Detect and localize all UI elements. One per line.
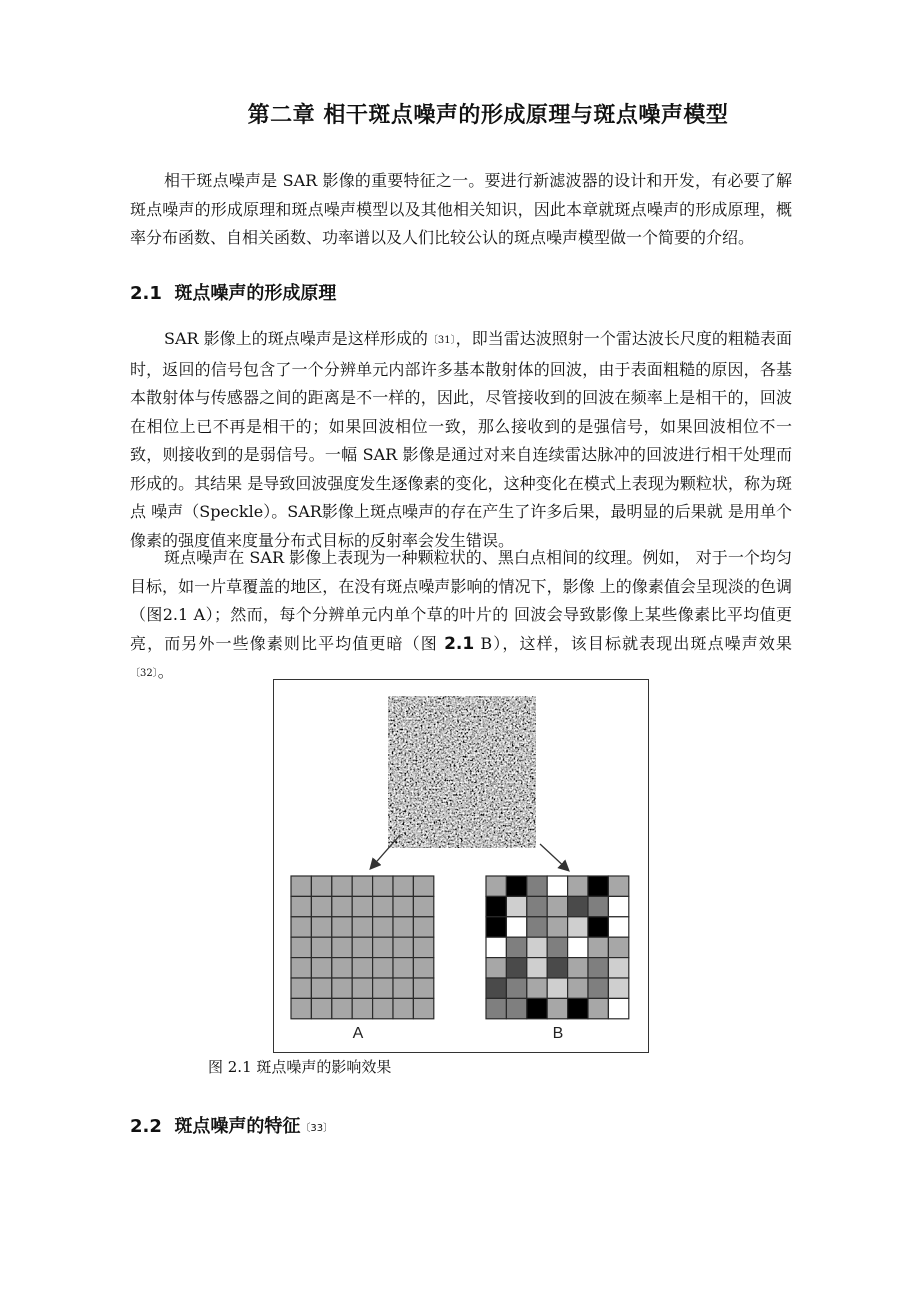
para1-text: SAR 影像上的斑点噪声是这样形成的 — [164, 329, 428, 348]
grid-b-cell — [588, 876, 608, 896]
grid-a-cell — [393, 958, 413, 978]
grid-b-cell — [608, 876, 628, 896]
speckled-grid-b — [486, 876, 629, 1019]
grid-a-cell — [413, 896, 433, 916]
grid-a-cell — [393, 917, 413, 937]
grid-a-cell — [352, 978, 372, 998]
grid-a-cell — [373, 917, 393, 937]
grid-b-cell — [486, 998, 506, 1018]
grid-b-cell — [527, 876, 547, 896]
label-a: A — [352, 1025, 364, 1042]
citation-31: 〔31〕 — [427, 335, 456, 346]
grid-a-cell — [393, 978, 413, 998]
grid-a-cell — [373, 998, 393, 1018]
label-b: B — [552, 1025, 564, 1042]
section-number: 2.2 — [130, 1116, 162, 1137]
grid-a-cell — [373, 958, 393, 978]
grid-a-cell — [352, 958, 372, 978]
grid-a-cell — [291, 958, 311, 978]
grid-b-cell — [608, 958, 628, 978]
grid-b-cell — [527, 896, 547, 916]
speckle-image — [388, 696, 536, 848]
grid-a-cell — [332, 896, 352, 916]
grid-a-cell — [393, 998, 413, 1018]
grid-a-cell — [393, 896, 413, 916]
grid-b-cell — [588, 978, 608, 998]
grid-b-cell — [588, 937, 608, 957]
grid-a-cell — [413, 958, 433, 978]
grid-b-cell — [506, 958, 526, 978]
arrow-left-icon — [371, 835, 400, 868]
grid-b-cell — [547, 998, 567, 1018]
para2-text: 斑点噪声在 SAR 影像上表现为一种颗粒状的、黑白点相间的纹理。例如， 对于一个均匀目标，如一片草覆盖的地区，在没有斑点噪声影响的情况下，影像 上的像素值会呈现淡的色调（图2.1 A）；然而，每个分辨单元内单个草的叶片的 回波会导致影像上某些像素比平均值更亮，而另外一些像素则比平均值更暗（图 — [130, 548, 792, 653]
grid-b-cell — [588, 896, 608, 916]
grid-a-cell — [352, 896, 372, 916]
grid-b-cell — [568, 937, 588, 957]
grid-a-cell — [311, 896, 331, 916]
section-number: 2.1 — [130, 283, 162, 304]
grid-b-cell — [486, 917, 506, 937]
section-heading-2-1 — [130, 279, 336, 305]
grid-b-cell — [506, 978, 526, 998]
grid-b-cell — [547, 876, 567, 896]
grid-a-cell — [352, 937, 372, 957]
grid-a-cell — [413, 876, 433, 896]
grid-b-cell — [506, 937, 526, 957]
grid-a-cell — [373, 978, 393, 998]
grid-a-cell — [291, 876, 311, 896]
grid-a-cell — [352, 917, 372, 937]
figure-svg — [274, 680, 647, 1051]
grid-a-cell — [311, 876, 331, 896]
chapter-title: 第二章 相干斑点噪声的形成原理与斑点噪声模型 — [247, 103, 729, 128]
figure-caption: 图 2.1 斑点噪声的影响效果 — [208, 1058, 392, 1076]
uniform-grid-a — [291, 876, 434, 1019]
grid-a-cell — [393, 876, 413, 896]
grid-a-cell — [352, 876, 372, 896]
grid-b-cell — [547, 896, 567, 916]
grid-b-cell — [506, 998, 526, 1018]
grid-a-cell — [332, 876, 352, 896]
grid-a-cell — [373, 896, 393, 916]
grid-b-cell — [588, 917, 608, 937]
grid-a-cell — [311, 958, 331, 978]
grid-b-cell — [608, 998, 628, 1018]
grid-b-cell — [527, 978, 547, 998]
grid-b-cell — [588, 998, 608, 1018]
grid-b-cell — [608, 937, 628, 957]
grid-b-cell — [506, 917, 526, 937]
grid-b-cell — [486, 958, 506, 978]
section-title: 斑点噪声的特征 — [174, 1116, 301, 1137]
citation-32: 〔32〕 — [130, 668, 158, 679]
grid-a-cell — [311, 978, 331, 998]
para2-end: 。 — [157, 662, 174, 681]
grid-b-cell — [547, 958, 567, 978]
para2-text-rest: B），这样，该目标就表现出斑点噪声效果 — [474, 633, 792, 653]
grid-a-cell — [311, 917, 331, 937]
grid-b-cell — [568, 917, 588, 937]
paragraph-formation — [130, 325, 792, 555]
grid-a-cell — [311, 998, 331, 1018]
grid-a-cell — [332, 978, 352, 998]
grid-a-cell — [393, 937, 413, 957]
grid-b-cell — [608, 896, 628, 916]
grid-b-cell — [608, 978, 628, 998]
grid-a-cell — [291, 978, 311, 998]
grid-a-cell — [332, 917, 352, 937]
grid-a-cell — [373, 876, 393, 896]
grid-b-cell — [568, 998, 588, 1018]
grid-a-cell — [311, 937, 331, 957]
grid-b-cell — [506, 896, 526, 916]
grid-b-cell — [547, 937, 567, 957]
para1-text-rest: ，即当雷达波照射一个雷达波长尺度的粗糙表面时，返回的信号包含了一个分辨单元内部许多基本散射体的回波，由于表面粗糙的原因，各基本散射体与传感器之间的距离是不一样的，因此，尽管接收到的回波在频率上是相干的，回波在相位上已不再是相干的；如果回波相位一致，那么接收到的是强信号，如果回波相位不一致，则接收到的是弱信号。一幅 SAR 影像是通过对来自连续雷达脉冲的回波进行相干处理而形成的。其结果 是导致回波强度发生逐像素的变化，这种变化在模式上表现为颗粒状，称为斑点 噪声（Speckle）。SAR影像上斑点噪声的存在产生了许多后果，最明显的后果就 是用单个像素的强度值来度量分布式目标的反射率会发生错误。 — [130, 329, 792, 550]
paragraph-texture — [130, 544, 792, 689]
grid-b-cell — [506, 876, 526, 896]
grid-b-cell — [608, 917, 628, 937]
grid-b-cell — [527, 998, 547, 1018]
grid-a-cell — [413, 978, 433, 998]
grid-b-cell — [547, 978, 567, 998]
grid-a-cell — [352, 998, 372, 1018]
grid-a-cell — [291, 998, 311, 1018]
grid-a-cell — [332, 958, 352, 978]
grid-a-cell — [413, 998, 433, 1018]
grid-b-cell — [486, 896, 506, 916]
section-title: 斑点噪声的形成原理 — [174, 283, 337, 304]
grid-a-cell — [413, 937, 433, 957]
grid-a-cell — [413, 917, 433, 937]
grid-a-cell — [373, 937, 393, 957]
citation-33: 〔33〕 — [300, 1123, 334, 1134]
grid-b-cell — [486, 937, 506, 957]
grid-b-cell — [486, 978, 506, 998]
grid-a-cell — [291, 937, 311, 957]
grid-a-cell — [291, 896, 311, 916]
figure-2-1 — [273, 679, 649, 1053]
grid-b-cell — [568, 896, 588, 916]
arrow-right-icon — [540, 844, 568, 870]
grid-b-cell — [588, 958, 608, 978]
grid-b-cell — [568, 958, 588, 978]
grid-b-cell — [568, 978, 588, 998]
grid-a-cell — [332, 998, 352, 1018]
grid-b-cell — [568, 876, 588, 896]
section-heading-2-2 — [130, 1112, 333, 1138]
figure-reference: 2.1 — [444, 633, 475, 654]
grid-b-cell — [527, 958, 547, 978]
grid-a-cell — [332, 937, 352, 957]
intro-paragraph: 相干斑点噪声是 SAR 影像的重要特征之一。要进行新滤波器的设计和开发，有必要了解斑点噪声的形成原理和斑点噪声模型以及其他相关知识，因此本章就斑点噪声的形成原理，概率分布函数、自相关函数、功率谱以及人们比较公认的斑点噪声模型做一个简要的介绍。 — [130, 171, 792, 247]
grid-b-cell — [547, 917, 567, 937]
grid-b-cell — [486, 876, 506, 896]
grid-b-cell — [527, 937, 547, 957]
grid-a-cell — [291, 917, 311, 937]
grid-b-cell — [527, 917, 547, 937]
